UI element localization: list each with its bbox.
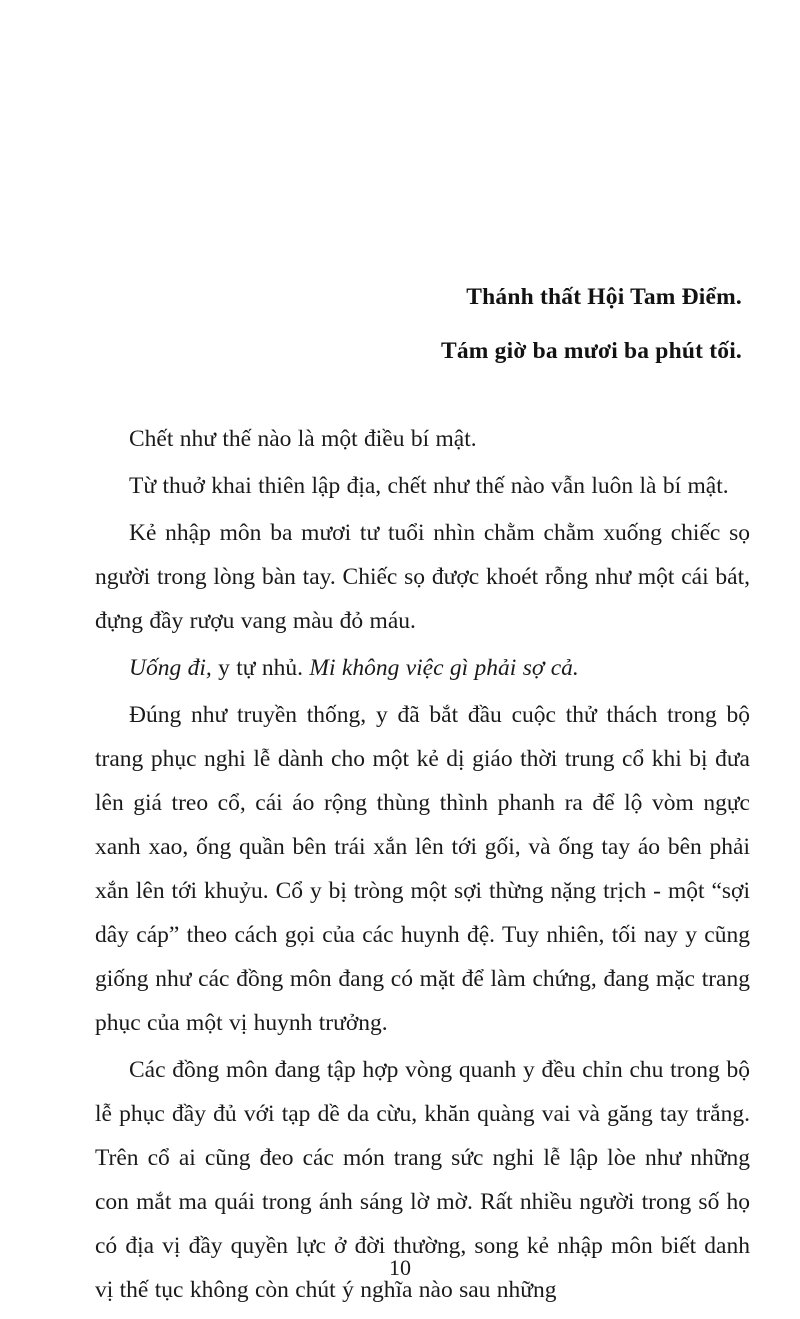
heading-line-location: Thánh thất Hội Tam Điểm. bbox=[466, 284, 742, 310]
paragraph: Chết như thế nào là một điều bí mật. bbox=[129, 426, 477, 453]
body-text bbox=[95, 417, 750, 1312]
page-content bbox=[95, 0, 750, 1312]
paragraph: Từ thuở khai thiên lập địa, chết như thế nào vẫn luôn là bí mật. bbox=[129, 473, 729, 500]
italic-phrase: Uống đi, bbox=[129, 655, 212, 682]
attribution-phrase: y tự nhủ. bbox=[211, 655, 310, 682]
chapter-heading bbox=[95, 283, 750, 365]
italic-phrase: Mi không việc gì phải sợ cả. bbox=[309, 655, 579, 682]
paragraph: Kẻ nhập môn ba mươi tư tuổi nhìn chằm chằm xuống chiếc sọ người trong lòng bàn tay. Chiếc sọ được khoét rỗng như một cái bát, đựng đầy rượu vang màu đỏ máu. bbox=[95, 520, 750, 635]
paragraph: Đúng như truyền thống, y đã bắt đầu cuộc thử thách trong bộ trang phục nghi lễ dành cho một kẻ dị giáo thời trung cổ khi bị đưa lên giá treo cổ, cái áo rộng thùng thình phanh ra để lộ vòm ngực xanh xao, ống quần bên trái xắn lên tới gối, và ống tay áo bên phải xắn lên tới khuỷu. Cổ y bị tròng một sợi thừng nặng trịch - một “sợi dây cáp” theo cách gọi của các huynh đệ. Tuy nhiên, tối nay y cũng giống như các đồng môn đang có mặt để làm chứng, đang mặc trang phục của một vị huynh trưởng. bbox=[95, 702, 750, 1037]
paragraph: Các đồng môn đang tập hợp vòng quanh y đều chỉn chu trong bộ lễ phục đầy đủ với tạp dề da cừu, khăn quàng vai và găng tay trắng. Trên cổ ai cũng đeo các món trang sức nghi lễ lập lòe như những con mắt ma quái trong ánh sáng lờ mờ. Rất nhiều người trong số họ có địa vị đầy quyền lực ở đời thường, song kẻ nhập môn biết danh vị thế tục không còn chút ý nghĩa nào sau những bbox=[95, 1057, 750, 1304]
page-number: 10 bbox=[389, 1255, 411, 1280]
heading-line-time: Tám giờ ba mươi ba phút tối. bbox=[440, 338, 742, 365]
paragraph-italic-thought bbox=[95, 646, 750, 690]
